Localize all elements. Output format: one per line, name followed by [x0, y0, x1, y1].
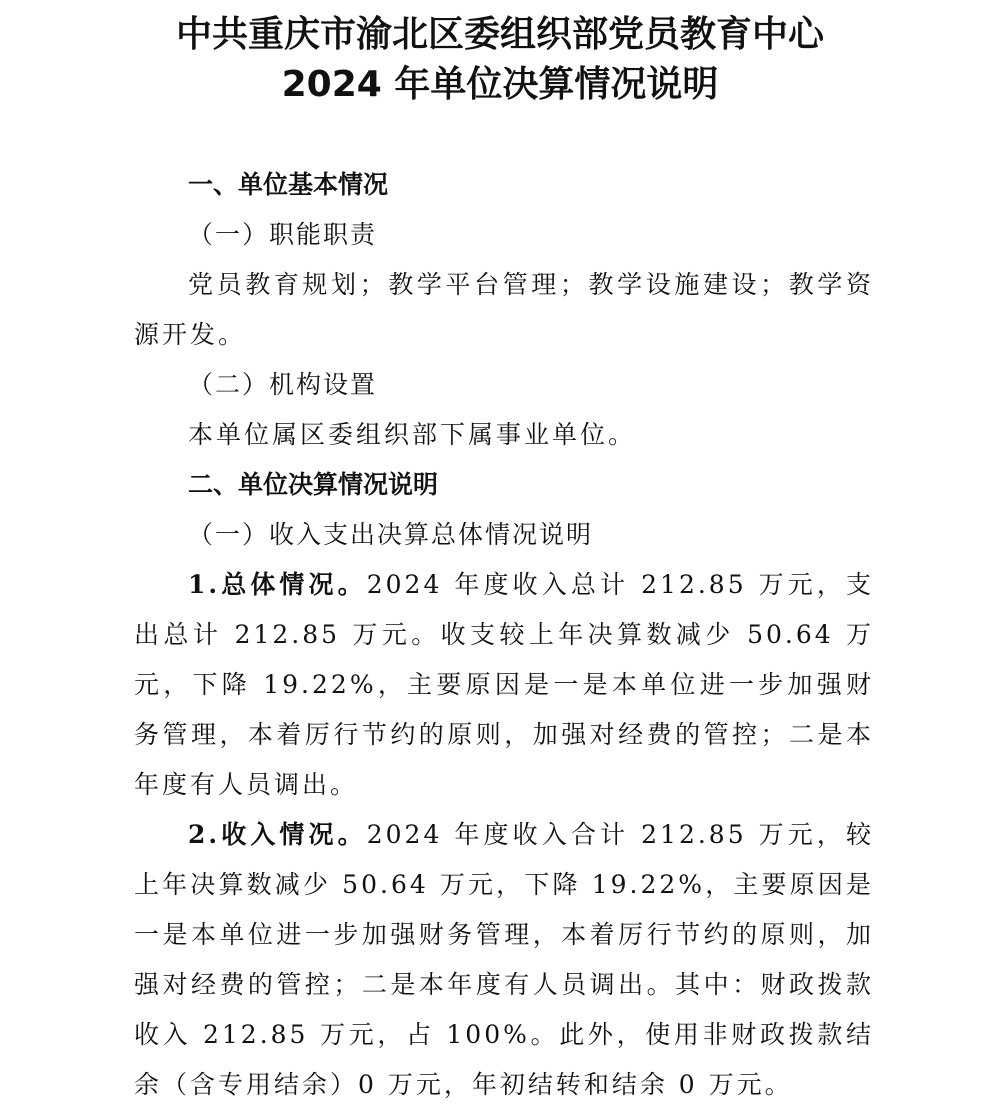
- title-line-1: 中共重庆市渝北区委组织部党员教育中心: [175, 14, 824, 55]
- item-1-text: 2024 年度收入总计 212.85 万元，支出总计 212.85 万元。收支较上年决算数减少 50.64 万元，下降 19.22%，主要原因是一是本单位进一步加强财务管理，本着厉行节约的原则，加强对经费的管控；二是本年度有人员调出。: [134, 570, 874, 799]
- document-title: [0, 10, 1000, 110]
- section-1-sub-2-heading: （二）机构设置: [188, 370, 378, 399]
- title-line-2: 2024 年单位决算情况说明: [281, 64, 719, 105]
- item-1-paragraph: [134, 560, 874, 810]
- item-2-lead: 2.收入情况。: [188, 820, 367, 849]
- item-2-text: 2024 年度收入合计 212.85 万元，较上年决算数减少 50.64 万元，下降 19.22%，主要原因是一是本单位进一步加强财务管理，本着厉行节约的原则，加强对经费的管控；二是本年度有人员调出。其中：财政拨款收入 212.85 万元，占 100%。此外，使用非财政拨款结余（含专用结余）0 万元，年初结转和结余 0 万元。: [134, 820, 874, 1099]
- document-body: [134, 160, 874, 1110]
- section-1-sub-2-text: 本单位属区委组织部下属事业单位。: [188, 420, 637, 449]
- item-2-paragraph: [134, 810, 874, 1110]
- section-1-sub-1-text: 党员教育规划；教学平台管理；教学设施建设；教学资源开发。: [134, 270, 874, 349]
- section-1-sub-1-heading: （一）职能职责: [188, 220, 378, 249]
- item-1-lead: 1.总体情况。: [188, 570, 367, 599]
- section-1-heading: 一、单位基本情况: [188, 170, 389, 199]
- section-2-heading: 二、单位决算情况说明: [188, 470, 439, 499]
- section-2-sub-1-heading: （一）收入支出决算总体情况说明: [188, 520, 594, 549]
